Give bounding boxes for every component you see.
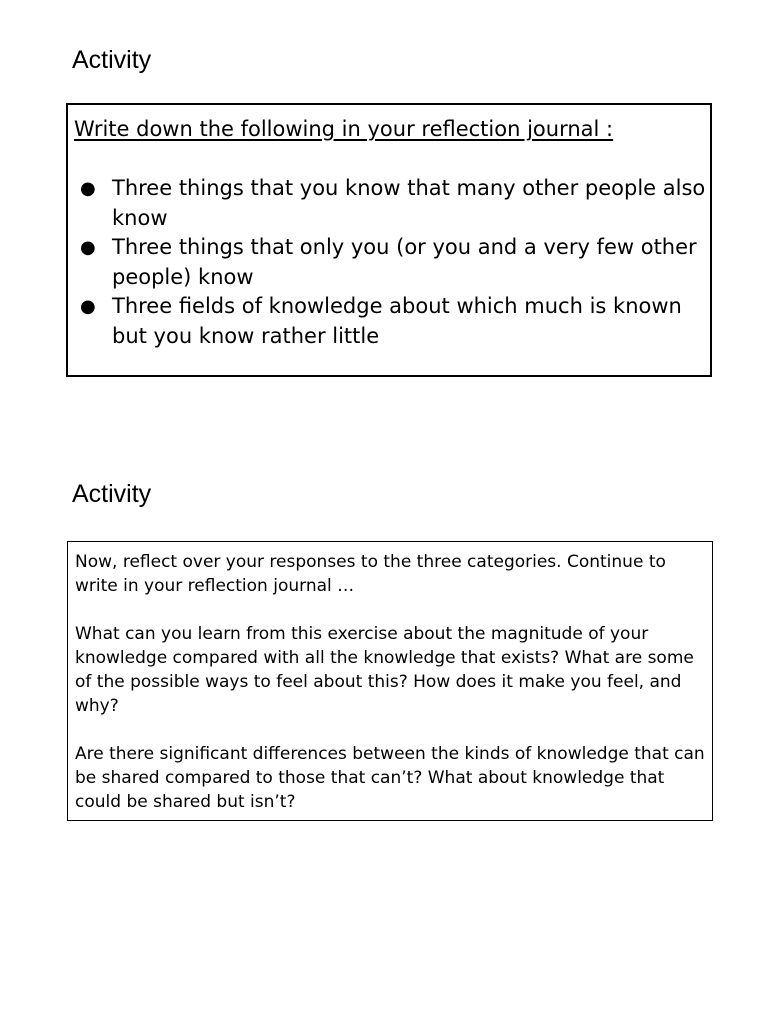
section-1-heading: Activity [72, 46, 152, 74]
list-item-text: Three things that you know that many other people also know [112, 176, 706, 230]
reflection-prompts-box [67, 541, 713, 821]
journal-instructions-box [66, 103, 712, 377]
reflection-paragraph: What can you learn from this exercise about the magnitude of your knowledge compared with all the knowledge that exists? What are some of the possible ways to feel about this? How does it make you feel, and why? [75, 624, 694, 716]
journal-instruction-title: Write down the following in your reflection journal : [74, 117, 614, 141]
list-item-text: Three fields of knowledge about which much is known but you know rather little [112, 294, 682, 348]
list-item-text: Three things that only you (or you and a very few other people) know [112, 235, 697, 289]
list-item [68, 174, 708, 233]
section-2-heading: Activity [72, 480, 152, 508]
journal-items-list [68, 174, 708, 351]
list-item [68, 292, 708, 351]
bullet-icon: ● [80, 296, 96, 317]
bullet-icon: ● [80, 178, 96, 199]
bullet-icon: ● [80, 237, 96, 258]
reflection-paragraph: Now, reflect over your responses to the three categories. Continue to write in your reflection journal … [75, 552, 666, 596]
reflection-paragraph: Are there significant differences between the kinds of knowledge that can be shared compared to those that can’t? What about knowledge that could be shared but isn’t? [75, 744, 705, 812]
list-item [68, 233, 708, 292]
